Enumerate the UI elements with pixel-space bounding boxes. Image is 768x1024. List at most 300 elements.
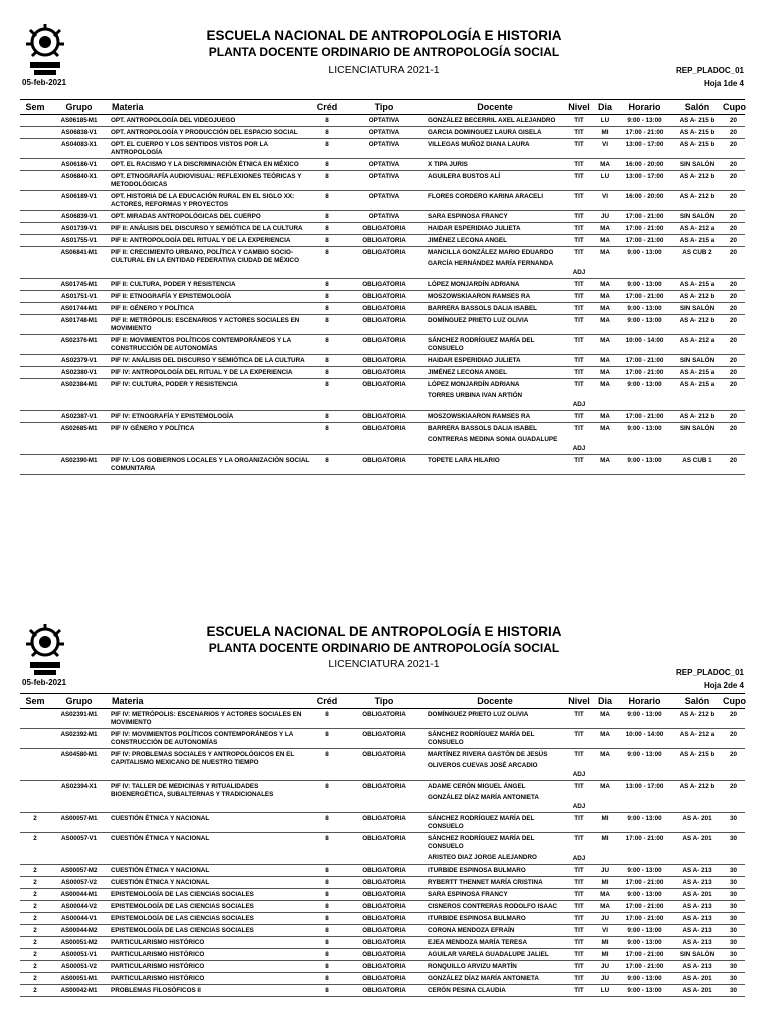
cell-salon: SIN SALÓN	[672, 303, 722, 315]
cell-tipo: OBLIGATORIA	[343, 949, 425, 961]
cell-cupo: 20	[722, 749, 745, 781]
table-row	[20, 367, 745, 379]
column-header-tipo: Tipo	[343, 100, 425, 115]
cell-nivel: TIT ADJ	[565, 247, 593, 279]
cell-cupo: 20	[722, 379, 745, 411]
cell-materia: PIF II: ETNOGRAFÍA Y EPISTEMOLOGÍA	[108, 291, 311, 303]
cell-grupo: AS04083-X1	[50, 139, 108, 159]
cell-tipo: OBLIGATORIA	[343, 291, 425, 303]
cell-grupo: AS00051-M2	[50, 937, 108, 949]
cell-cupo: 20	[722, 315, 745, 335]
report-page-2	[0, 608, 768, 1024]
cell-nivel: TIT	[565, 191, 593, 211]
cell-docente: HAIDAR ESPERIDIAO JULIETA	[425, 355, 565, 367]
cell-materia: OPT. ANTROPOLOGÍA DEL VIDEOJUEGO	[108, 115, 311, 127]
cell-materia: CUESTIÓN ÉTNICA Y NACIONAL	[108, 877, 311, 889]
cell-cupo: 30	[722, 913, 745, 925]
cell-sem	[20, 781, 50, 813]
cell-dia: MI	[593, 813, 617, 833]
column-header-salon: Salón	[672, 694, 722, 709]
cell-tipo: OBLIGATORIA	[343, 279, 425, 291]
cell-horario: 10:00 - 14:00	[617, 335, 672, 355]
cell-grupo: AS00044-V1	[50, 913, 108, 925]
cell-nivel: TIT	[565, 961, 593, 973]
cell-sem	[20, 171, 50, 191]
cell-salon: AS A- 201	[672, 889, 722, 901]
cell-grupo: AS00044-M1	[50, 889, 108, 901]
cell-cupo: 20	[722, 139, 745, 159]
cell-cred: 8	[311, 973, 343, 985]
cell-grupo: AS06186-V1	[50, 159, 108, 171]
column-header-docente: Docente	[425, 694, 565, 709]
cell-cred: 8	[311, 833, 343, 865]
adjunct-teacher: GONZÁLEZ DÍAZ MARÍA ANTONIETA	[428, 794, 539, 801]
planta-title: PLANTA DOCENTE ORDINARIO DE ANTROPOLOGÍA SOCIAL	[208, 641, 560, 655]
cell-horario: 9:00 - 13:00	[617, 973, 672, 985]
cell-materia: PARTICULARISMO HISTÓRICO	[108, 937, 311, 949]
cell-materia: OPT. EL CUERPO Y LOS SENTIDOS VISTOS POR LA ANTROPOLOGÍA	[108, 139, 311, 159]
table-row	[20, 877, 745, 889]
column-header-cred: Créd	[311, 100, 343, 115]
cell-salon: AS A- 212 b	[672, 315, 722, 335]
cell-sem: 2	[20, 865, 50, 877]
adjunct-level: ADJ	[572, 401, 586, 408]
cell-horario: 9:00 - 13:00	[617, 315, 672, 335]
cell-grupo: AS00057-V1	[50, 833, 108, 865]
cell-horario: 17:00 - 21:00	[617, 949, 672, 961]
cell-salon: AS A- 215 a	[672, 235, 722, 247]
cell-docente: SARA ESPINOSA FRANCY	[425, 211, 565, 223]
cell-sem	[20, 211, 50, 223]
cell-sem: 2	[20, 961, 50, 973]
cell-dia: VI	[593, 139, 617, 159]
cell-salon: AS A- 215 b	[672, 139, 722, 159]
cell-docente: CISNEROS CONTRERAS RODOLFO ISAAC	[425, 901, 565, 913]
cell-horario: 17:00 - 21:00	[617, 235, 672, 247]
cell-docente: EJEA MENDOZA MARÍA TERESA	[425, 937, 565, 949]
cell-nivel: TIT	[565, 279, 593, 291]
cell-dia: MA	[593, 247, 617, 279]
cell-cred: 8	[311, 781, 343, 813]
cell-dia: MA	[593, 729, 617, 749]
cell-tipo: OBLIGATORIA	[343, 247, 425, 279]
cell-cred: 8	[311, 949, 343, 961]
cell-salon: AS CUB 1	[672, 455, 722, 475]
cell-materia: PARTICULARISMO HISTÓRICO	[108, 961, 311, 973]
cell-grupo: AS02379-V1	[50, 355, 108, 367]
cell-docente: MOSZOWSKIAARON RAMSES RA	[425, 291, 565, 303]
cell-horario: 17:00 - 21:00	[617, 211, 672, 223]
cell-cred: 8	[311, 411, 343, 423]
cell-sem	[20, 223, 50, 235]
cell-sem: 2	[20, 985, 50, 997]
cell-horario: 10:00 - 14:00	[617, 729, 672, 749]
cell-materia: PARTICULARISMO HISTÓRICO	[108, 949, 311, 961]
cell-materia: PIF II: METRÓPOLIS: ESCENARIOS Y ACTORES SOCIALES EN MOVIMIENTO	[108, 315, 311, 335]
cell-tipo: OPTATIVA	[343, 211, 425, 223]
cell-sem	[20, 279, 50, 291]
cell-salon: AS A- 215 b	[672, 749, 722, 781]
cell-materia: PIF IV: METRÓPOLIS: ESCENARIOS Y ACTORES SOCIALES EN MOVIMIENTO	[108, 709, 311, 729]
cell-cred: 8	[311, 961, 343, 973]
cell-sem	[20, 291, 50, 303]
column-header-cupo: Cupo	[722, 694, 745, 709]
cell-tipo: OPTATIVA	[343, 139, 425, 159]
cell-tipo: OBLIGATORIA	[343, 781, 425, 813]
cell-nivel: TIT	[565, 949, 593, 961]
cell-nivel: TIT	[565, 455, 593, 475]
cell-cupo: 30	[722, 833, 745, 865]
cell-materia: PIF II: MOVIMIENTOS POLÍTICOS CONTEMPORÁNEOS Y LA CONSTRUCCIÓN DE AUTONOMÍAS	[108, 335, 311, 355]
report-id-block	[676, 666, 744, 692]
cell-horario: 17:00 - 21:00	[617, 127, 672, 139]
cell-horario: 9:00 - 13:00	[617, 279, 672, 291]
cell-nivel: TIT	[565, 223, 593, 235]
adjunct-level: ADJ	[572, 803, 586, 810]
cell-sem: 2	[20, 973, 50, 985]
cell-dia: MA	[593, 901, 617, 913]
cell-materia: OPT. HISTORIA DE LA EDUCACIÓN RURAL EN EL SIGLO XX: ACTORES, REFORMAS Y PROYECTOS	[108, 191, 311, 211]
cell-nivel: TIT	[565, 115, 593, 127]
cell-grupo: AS02380-V1	[50, 367, 108, 379]
cell-materia: PIF IV: CULTURA, PODER Y RESISTENCIA	[108, 379, 311, 411]
cell-tipo: OBLIGATORIA	[343, 833, 425, 865]
cell-materia: PIF IV: TALLER DE MEDICINAS Y RITUALIDADES BIOENERGÉTICA, SUBALTERNAS Y TRADICIONALES	[108, 781, 311, 813]
cell-horario: 9:00 - 13:00	[617, 303, 672, 315]
table-row	[20, 455, 745, 475]
cell-tipo: OBLIGATORIA	[343, 303, 425, 315]
cell-docente: BARRERA BASSOLS DALIA ISABEL CONTRERAS MEDINA SONIA GUADALUPE	[425, 423, 565, 455]
cell-horario: 16:00 - 20:00	[617, 191, 672, 211]
cell-horario: 17:00 - 21:00	[617, 877, 672, 889]
cell-cred: 8	[311, 159, 343, 171]
column-header-grupo: Grupo	[50, 694, 108, 709]
column-header-materia: Materia	[108, 694, 311, 709]
cell-docente: RONQUILLO ARVIZU MARTÍN	[425, 961, 565, 973]
cell-dia: LU	[593, 985, 617, 997]
cell-salon: AS A- 201	[672, 973, 722, 985]
cell-dia: VI	[593, 191, 617, 211]
cell-cupo: 20	[722, 291, 745, 303]
cell-grupo: AS06839-V1	[50, 211, 108, 223]
cell-nivel: TIT	[565, 709, 593, 729]
cell-sem: 2	[20, 889, 50, 901]
cell-docente: CORONA MENDOZA EFRAÍN	[425, 925, 565, 937]
cell-cupo: 20	[722, 423, 745, 455]
cell-horario: 13:00 - 17:00	[617, 171, 672, 191]
cell-docente: SÁNCHEZ RODRÍGUEZ MARÍA DEL CONSUELO	[425, 813, 565, 833]
cell-salon: AS A- 215 a	[672, 367, 722, 379]
schedule-table-page-2	[20, 693, 745, 997]
table-row	[20, 729, 745, 749]
table-row	[20, 211, 745, 223]
cell-salon: AS A- 213	[672, 961, 722, 973]
cell-salon: AS A- 213	[672, 865, 722, 877]
cell-grupo: AS00051-M1	[50, 973, 108, 985]
cell-nivel: TIT	[565, 211, 593, 223]
column-header-nivel: Nivel	[565, 694, 593, 709]
cell-docente: ITURBIDE ESPINOSA BULMARO	[425, 913, 565, 925]
cell-nivel: TIT	[565, 813, 593, 833]
cell-cred: 8	[311, 901, 343, 913]
cell-materia: OPT. ANTROPOLOGÍA Y PRODUCCIÓN DEL ESPACIO SOCIAL	[108, 127, 311, 139]
cell-tipo: OBLIGATORIA	[343, 315, 425, 335]
cell-grupo: AS06838-V1	[50, 127, 108, 139]
cell-grupo: AS00057-M1	[50, 813, 108, 833]
cell-horario: 16:00 - 20:00	[617, 159, 672, 171]
cell-docente: TOPETE LARA HILARIO	[425, 455, 565, 475]
table-row	[20, 973, 745, 985]
cell-docente: DOMÍNGUEZ PRIETO LUZ OLIVIA	[425, 709, 565, 729]
cell-horario: 9:00 - 13:00	[617, 115, 672, 127]
cell-cupo: 20	[722, 191, 745, 211]
cell-materia: CUESTIÓN ÉTNICA Y NACIONAL	[108, 865, 311, 877]
table-header-row	[20, 694, 745, 709]
cell-dia: JU	[593, 961, 617, 973]
cell-materia: PIF IV: ANÁLISIS DEL DISCURSO Y SEMIÓTICA DE LA CULTURA	[108, 355, 311, 367]
table-row	[20, 901, 745, 913]
cell-grupo: AS02685-M1	[50, 423, 108, 455]
cell-salon: AS A- 213	[672, 925, 722, 937]
cell-docente: DOMÍNGUEZ PRIETO LUZ OLIVIA	[425, 315, 565, 335]
cell-horario: 9:00 - 13:00	[617, 455, 672, 475]
cell-docente: FLORES CORDERO KARINA ARACELI	[425, 191, 565, 211]
cell-cupo: 20	[722, 303, 745, 315]
column-header-horario: Horario	[617, 694, 672, 709]
cell-docente: MOSZOWSKIAARON RAMSES RA	[425, 411, 565, 423]
cell-horario: 17:00 - 21:00	[617, 411, 672, 423]
table-header-row	[20, 100, 745, 115]
cell-docente: BARRERA BASSOLS DALIA ISABEL	[425, 303, 565, 315]
cell-cred: 8	[311, 925, 343, 937]
cell-tipo: OBLIGATORIA	[343, 709, 425, 729]
cell-horario: 9:00 - 13:00	[617, 749, 672, 781]
cell-materia: PIF IV: MOVIMIENTOS POLÍTICOS CONTEMPORÁNEOS Y LA CONSTRUCCIÓN DE AUTONOMÍAS	[108, 729, 311, 749]
report-id-block	[676, 64, 744, 90]
cell-horario: 17:00 - 21:00	[617, 913, 672, 925]
column-header-cred: Créd	[311, 694, 343, 709]
cell-tipo: OBLIGATORIA	[343, 355, 425, 367]
cell-horario: 9:00 - 13:00	[617, 889, 672, 901]
table-row	[20, 223, 745, 235]
cell-docente: GONZÁLEZ BECERRIL AXEL ALEJANDRO	[425, 115, 565, 127]
cell-salon: AS A- 212 a	[672, 335, 722, 355]
cell-docente: SÁNCHEZ RODRÍGUEZ MARÍA DEL CONSUELO	[425, 729, 565, 749]
cell-dia: MA	[593, 159, 617, 171]
cell-dia: MA	[593, 279, 617, 291]
cell-cupo: 20	[722, 411, 745, 423]
adjunct-level: ADJ	[572, 445, 586, 452]
licenciatura-title: LICENCIATURA 2021-1	[328, 658, 440, 670]
cell-sem: 2	[20, 949, 50, 961]
cell-docente: X TIPA JURIS	[425, 159, 565, 171]
cell-sem: 2	[20, 813, 50, 833]
cell-materia: EPISTEMOLOGÍA DE LAS CIENCIAS SOCIALES	[108, 889, 311, 901]
table-row	[20, 303, 745, 315]
cell-cred: 8	[311, 813, 343, 833]
cell-docente: LÓPEZ MONJARDÍN ADRIANA	[425, 279, 565, 291]
cell-salon: AS A- 213	[672, 937, 722, 949]
cell-nivel: TIT	[565, 159, 593, 171]
cell-salon: AS A- 212 b	[672, 191, 722, 211]
cell-grupo: AS04580-M1	[50, 749, 108, 781]
cell-tipo: OBLIGATORIA	[343, 973, 425, 985]
table-body	[20, 709, 745, 997]
table-row	[20, 235, 745, 247]
table-row	[20, 355, 745, 367]
cell-materia: PIF II: GÉNERO Y POLÍTICA	[108, 303, 311, 315]
cell-materia: EPISTEMOLOGÍA DE LAS CIENCIAS SOCIALES	[108, 901, 311, 913]
table-row	[20, 315, 745, 335]
table-row	[20, 781, 745, 813]
cell-grupo: AS00042-M1	[50, 985, 108, 997]
cell-tipo: OBLIGATORIA	[343, 985, 425, 997]
school-title: ESCUELA NACIONAL DE ANTROPOLOGÍA E HISTORIA	[206, 624, 562, 639]
cell-docente: RYBERTT THENNET MARÍA CRISTINA	[425, 877, 565, 889]
cell-nivel: TIT	[565, 127, 593, 139]
cell-tipo: OBLIGATORIA	[343, 901, 425, 913]
cell-grupo: AS02391-M1	[50, 709, 108, 729]
cell-dia: MA	[593, 889, 617, 901]
cell-materia: PIF IV: PROBLEMAS SOCIALES Y ANTROPOLÓGICOS EN EL CAPITALISMO MEXICANO DE NUESTRO TIEMPO	[108, 749, 311, 781]
cell-sem	[20, 127, 50, 139]
table-row	[20, 833, 745, 865]
cell-tipo: OBLIGATORIA	[343, 455, 425, 475]
cell-materia: OPT. ETNOGRAFÍA AUDIOVISUAL: REFLEXIONES TEÓRICAS Y METODOLÓGICAS	[108, 171, 311, 191]
cell-sem	[20, 367, 50, 379]
table-row	[20, 291, 745, 303]
cell-dia: MI	[593, 937, 617, 949]
cell-tipo: OBLIGATORIA	[343, 223, 425, 235]
cell-cupo: 20	[722, 367, 745, 379]
cell-cupo: 20	[722, 235, 745, 247]
cell-cupo: 30	[722, 937, 745, 949]
cell-cupo: 30	[722, 973, 745, 985]
adjunct-teacher: CONTRERAS MEDINA SONIA GUADALUPE	[428, 436, 558, 443]
cell-salon: AS A- 212 b	[672, 709, 722, 729]
cell-cred: 8	[311, 913, 343, 925]
cell-cupo: 30	[722, 889, 745, 901]
cell-cupo: 30	[722, 813, 745, 833]
table-row	[20, 279, 745, 291]
cell-horario: 17:00 - 21:00	[617, 223, 672, 235]
cell-materia: EPISTEMOLOGÍA DE LAS CIENCIAS SOCIALES	[108, 925, 311, 937]
school-title: ESCUELA NACIONAL DE ANTROPOLOGÍA E HISTORIA	[206, 28, 562, 43]
cell-docente: ITURBIDE ESPINOSA BULMARO	[425, 865, 565, 877]
cell-docente: ADAME CERÓN MIGUEL ÁNGEL GONZÁLEZ DÍAZ MARÍA ANTONIETA	[425, 781, 565, 813]
cell-dia: JU	[593, 973, 617, 985]
cell-dia: VI	[593, 925, 617, 937]
cell-tipo: OBLIGATORIA	[343, 913, 425, 925]
cell-dia: JU	[593, 865, 617, 877]
column-header-cupo: Cupo	[722, 100, 745, 115]
cell-salon: AS A- 212 a	[672, 729, 722, 749]
cell-nivel: TIT ADJ	[565, 749, 593, 781]
cell-tipo: OBLIGATORIA	[343, 367, 425, 379]
cell-grupo: AS01748-M1	[50, 315, 108, 335]
cell-dia: MA	[593, 709, 617, 729]
cell-docente: GARCIA DOMINGUEZ LAURA GISELA	[425, 127, 565, 139]
schedule-table-page-1	[20, 99, 745, 475]
cell-nivel: TIT ADJ	[565, 423, 593, 455]
cell-grupo: AS01739-V1	[50, 223, 108, 235]
cell-tipo: OBLIGATORIA	[343, 813, 425, 833]
cell-cred: 8	[311, 171, 343, 191]
cell-materia: PARTICULARISMO HISTÓRICO	[108, 973, 311, 985]
cell-dia: MI	[593, 949, 617, 961]
table-row	[20, 949, 745, 961]
cell-dia: MA	[593, 291, 617, 303]
cell-dia: MA	[593, 303, 617, 315]
cell-materia: OPT. MIRADAS ANTROPOLÓGICAS DEL CUERPO	[108, 211, 311, 223]
cell-horario: 13:00 - 17:00	[617, 139, 672, 159]
cell-tipo: OPTATIVA	[343, 159, 425, 171]
cell-materia: EPISTEMOLOGÍA DE LAS CIENCIAS SOCIALES	[108, 913, 311, 925]
cell-cupo: 20	[722, 729, 745, 749]
cell-cred: 8	[311, 139, 343, 159]
table-row	[20, 379, 745, 411]
cell-cupo: 20	[722, 247, 745, 279]
sheet-number: Hoja 2de 4	[703, 681, 744, 690]
sheet-number: Hoja 1de 4	[703, 79, 744, 88]
cell-nivel: TIT ADJ	[565, 379, 593, 411]
cell-cred: 8	[311, 291, 343, 303]
report-id: REP_PLADOC_01	[675, 668, 744, 677]
cell-tipo: OBLIGATORIA	[343, 749, 425, 781]
cell-nivel: TIT	[565, 937, 593, 949]
cell-dia: MI	[593, 877, 617, 889]
table-row	[20, 709, 745, 729]
cell-nivel: TIT	[565, 729, 593, 749]
cell-docente: SÁNCHEZ RODRÍGUEZ MARÍA DEL CONSUELO	[425, 335, 565, 355]
cell-cred: 8	[311, 865, 343, 877]
cell-cred: 8	[311, 749, 343, 781]
cell-grupo: AS01755-V1	[50, 235, 108, 247]
cell-cred: 8	[311, 423, 343, 455]
report-date: 05-feb-2021	[22, 678, 67, 687]
cell-tipo: OBLIGATORIA	[343, 925, 425, 937]
cell-materia: PIF IV: ANTROPOLOGÍA DEL RITUAL Y DE LA EXPERIENCIA	[108, 367, 311, 379]
adjunct-level: ADJ	[572, 771, 586, 778]
cell-grupo: AS06185-M1	[50, 115, 108, 127]
cell-dia: JU	[593, 211, 617, 223]
cell-dia: MA	[593, 367, 617, 379]
cell-cred: 8	[311, 709, 343, 729]
column-header-grupo: Grupo	[50, 100, 108, 115]
cell-salon: AS A- 215 a	[672, 279, 722, 291]
cell-tipo: OBLIGATORIA	[343, 865, 425, 877]
column-header-horario: Horario	[617, 100, 672, 115]
table-row	[20, 889, 745, 901]
cell-cupo: 20	[722, 455, 745, 475]
table-row	[20, 913, 745, 925]
cell-cupo: 30	[722, 961, 745, 973]
cell-tipo: OPTATIVA	[343, 115, 425, 127]
cell-materia: PIF IV: ETNOGRAFÍA Y EPISTEMOLOGÍA	[108, 411, 311, 423]
cell-materia: PIF II: CRECIMIENTO URBANO, POLÍTICA Y CAMBIO SOCIO-CULTURAL EN LA ENTIDAD FEDERATIVA CIUDAD DE MÉXICO	[108, 247, 311, 279]
cell-sem	[20, 159, 50, 171]
cell-sem	[20, 191, 50, 211]
cell-nivel: TIT	[565, 411, 593, 423]
cell-tipo: OBLIGATORIA	[343, 729, 425, 749]
cell-salon: AS A- 212 b	[672, 411, 722, 423]
cell-cupo: 30	[722, 865, 745, 877]
cell-grupo: AS00057-V2	[50, 877, 108, 889]
cell-tipo: OBLIGATORIA	[343, 235, 425, 247]
cell-docente: CERÓN PESINA CLAUDIA	[425, 985, 565, 997]
table-row	[20, 423, 745, 455]
cell-cred: 8	[311, 937, 343, 949]
